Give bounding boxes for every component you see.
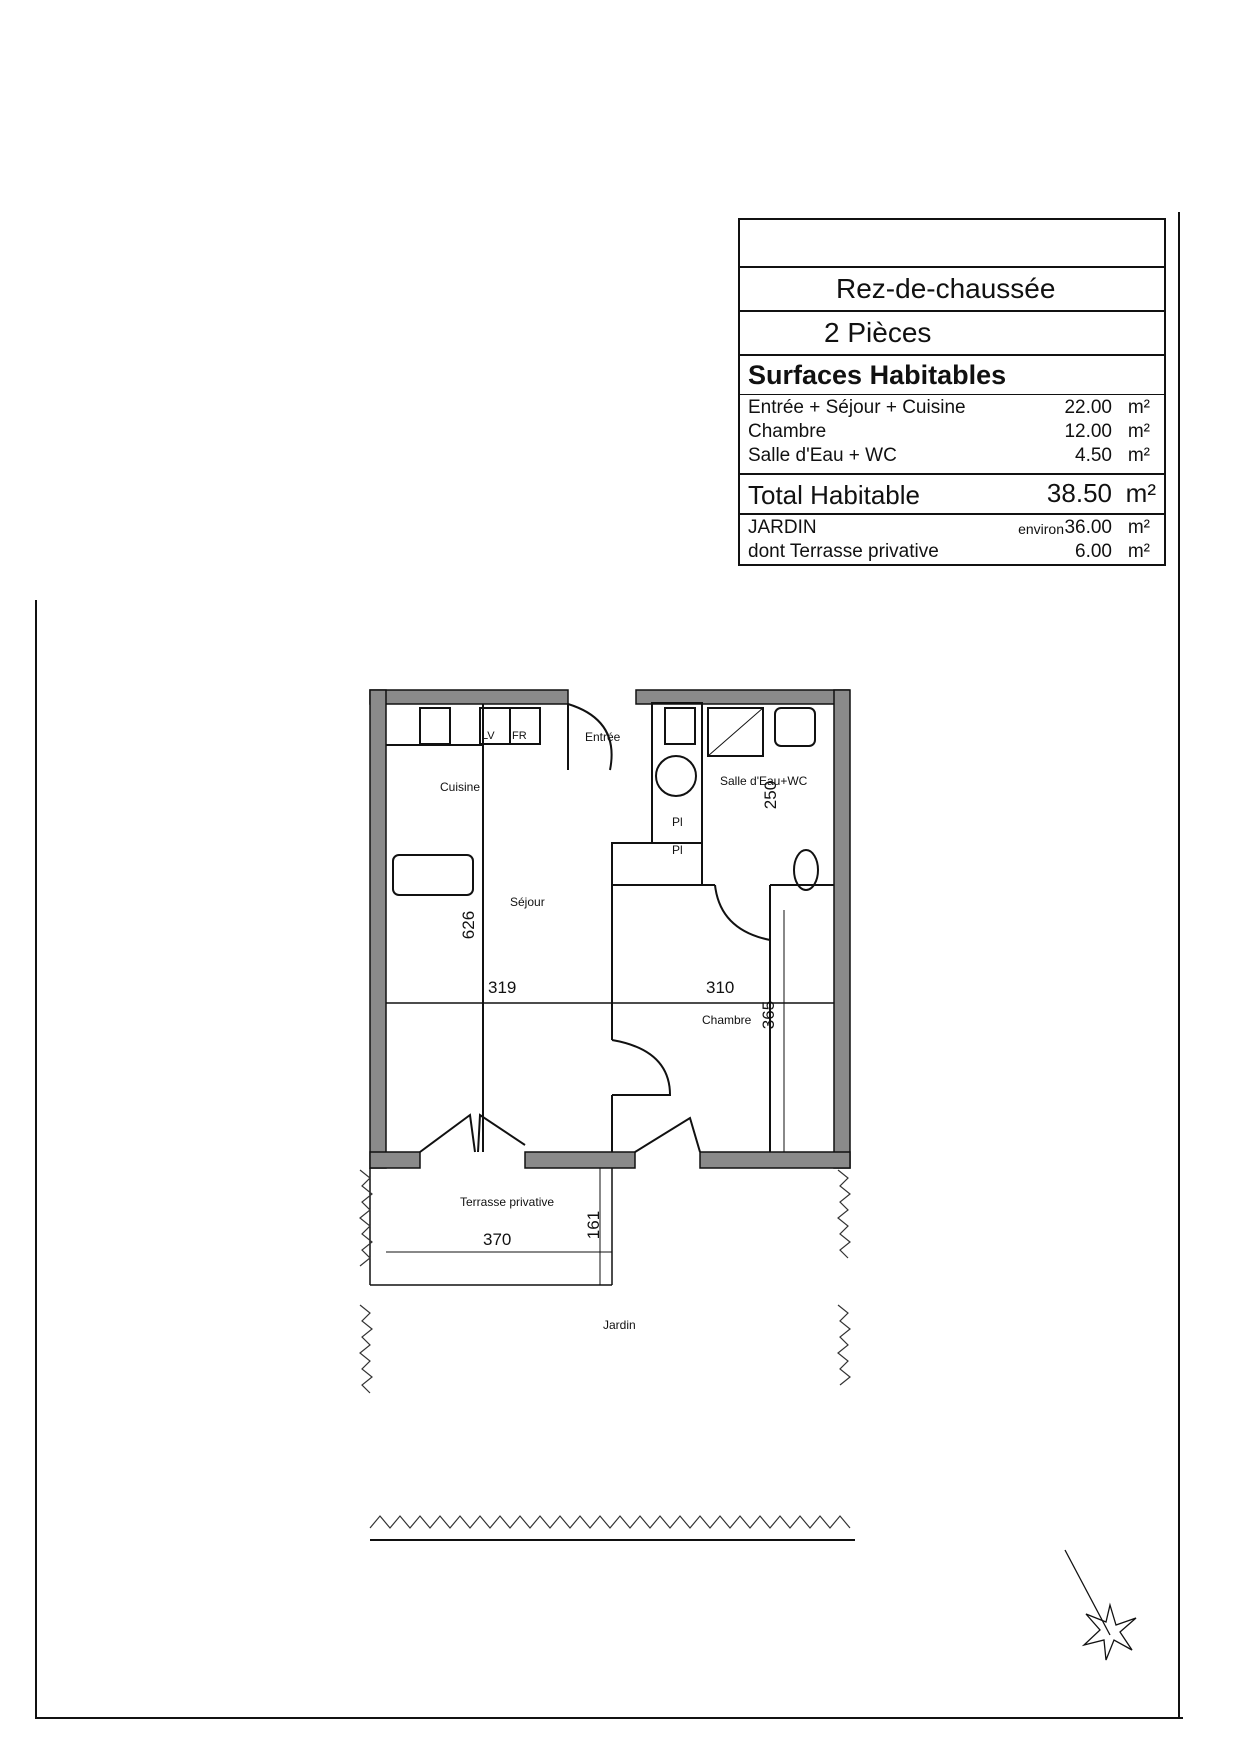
patio-door-left [420,1115,475,1152]
dimension-chambre-height: 365 [759,1000,779,1030]
dimension-sejour-height: 626 [459,910,479,940]
row-label-salle-eau: Salle d'Eau + WC [748,445,897,466]
top-wall-right [636,690,849,704]
room-label-salle-eau: Salle d'Eau+WC [720,774,808,788]
compass-star [1084,1605,1136,1660]
bath-door-arc [715,885,770,940]
rooms-count: 2 Pièces [824,317,932,348]
floor-title: Rez-de-chaussée [836,273,1056,304]
compass-rose-icon [1065,1550,1136,1660]
room-label-jardin: Jardin [603,1318,636,1332]
hedge-bottom [370,1516,850,1528]
right-wall [834,690,850,1168]
appliance-label-lv: LV [482,730,495,742]
room-label-cuisine: Cuisine [440,780,481,794]
appliance-label-fr: FR [512,730,527,742]
exterior-walls [370,690,850,1168]
bottom-wall-1 [370,1152,420,1168]
placard-label-lower: Pl [672,843,683,857]
hedges [360,1170,850,1528]
total-value: 38.50 [1046,478,1112,508]
row-unit: m² [1127,397,1150,418]
chambre-window-door [635,1118,700,1152]
hedge-left-lower [360,1305,372,1393]
patio-door-right [478,1115,525,1152]
row-label-entree-sejour-cuisine: Entrée + Séjour + Cuisine [748,397,966,418]
dimension-terrace-width: 370 [483,1230,512,1249]
bottom-wall-2 [525,1152,635,1168]
compass-needle [1065,1550,1110,1635]
row-value-entree-sejour-cuisine: 22.00 [1064,397,1112,418]
shower-diagonal [708,708,763,756]
hedge-right-lower [838,1305,850,1385]
row-value-chambre: 12.00 [1064,421,1112,442]
terrace-label: dont Terrasse privative [748,541,939,562]
room-label-entree: Entrée [585,730,621,744]
left-wall [370,690,386,1168]
terrace-unit: m² [1127,541,1150,562]
top-wall-left [370,690,568,704]
dimension-bath-height: 250 [761,780,781,810]
placard-lower [612,843,702,885]
row-value-salle-eau: 4.50 [1075,445,1112,466]
surfaces-heading: Surfaces Habitables [748,360,1007,390]
total-label: Total Habitable [748,480,920,510]
garden-qualifier: environ [1018,521,1064,537]
room-label-sejour: Séjour [510,895,545,909]
dimension-sejour-width: 319 [488,978,517,997]
terrace-garden [370,1168,855,1540]
water-heater [656,756,696,796]
total-unit: m² [1125,478,1156,508]
placard-label-upper: Pl [672,815,683,829]
row-label-chambre: Chambre [748,421,827,442]
bottom-wall-3 [700,1152,850,1168]
room-label-chambre: Chambre [702,1013,752,1027]
terrace-value: 6.00 [1075,541,1112,562]
kitchen-counter [393,855,473,895]
chambre-door-arc [612,1040,670,1095]
interior-walls [386,703,834,1152]
bath-sink [775,708,815,746]
hob [420,708,450,744]
hedge-right-upper [838,1170,850,1258]
garden-value: 36.00 [1064,517,1112,538]
room-label-terrasse: Terrasse privative [460,1195,555,1209]
row-unit: m² [1127,421,1150,442]
dimension-chambre-width: 310 [706,978,735,997]
row-unit: m² [1127,445,1150,466]
garden-unit: m² [1127,517,1150,538]
bath-cabinet [665,708,695,744]
garden-label: JARDIN [748,517,817,538]
dimension-terrace-depth: 161 [584,1210,604,1240]
